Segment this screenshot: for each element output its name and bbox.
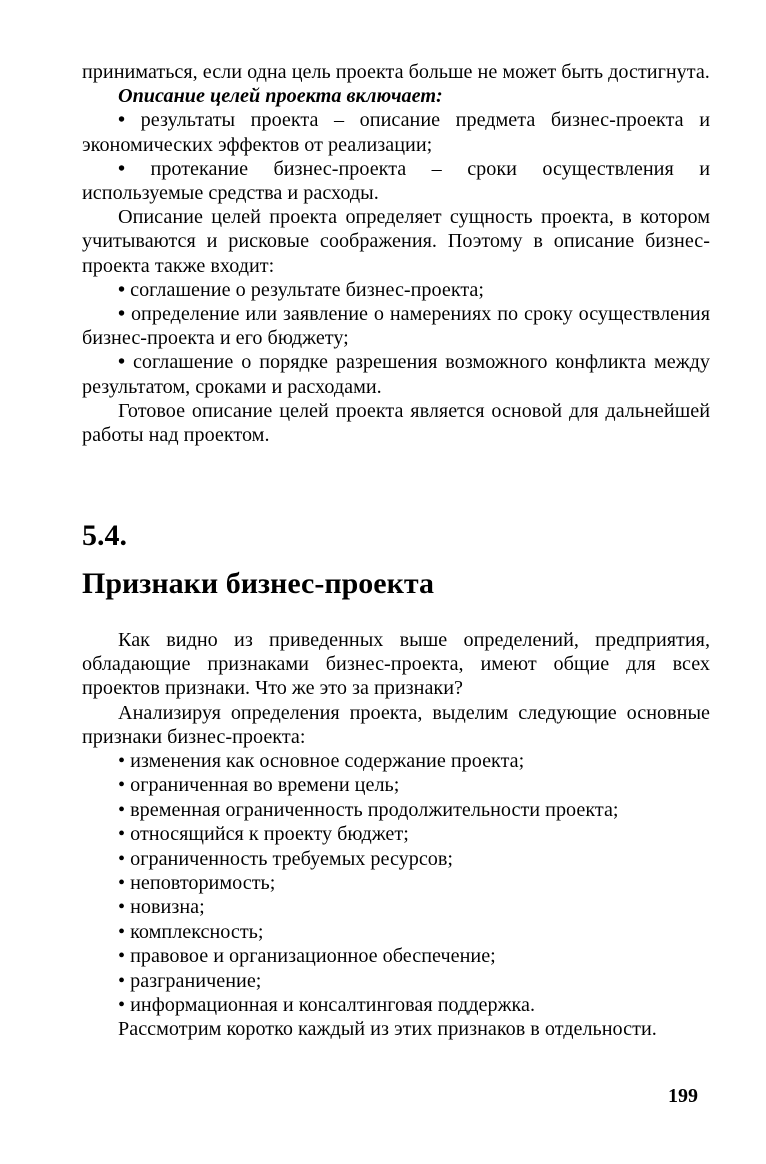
bullet-icon: • xyxy=(118,994,126,1017)
bullet-icon: • xyxy=(118,969,126,992)
bullet-progress: • протекание бизнес-проекта – сроки осуществления и используемые средства и расходы. xyxy=(82,157,711,205)
list-item: • неповторимость; xyxy=(118,872,276,895)
paragraph-goals-essence: Описание целей проекта определяет сущность проекта, в котором учитываются и рисковые соображения. Поэтому в описание бизнес-проекта также входит: xyxy=(82,206,710,277)
list-item: • информационная и консалтинговая поддержка. xyxy=(118,994,536,1017)
bullet-conflict-resolution: • соглашение о порядке разрешения возможного конфликта между результатом, сроками и расходами. xyxy=(82,351,711,398)
bullet-intentions: • определение или заявление о намерениях по сроку осуществления бизнес-проекта и его бюджету; xyxy=(82,303,710,350)
bullet-icon: • xyxy=(118,872,126,895)
list-item: • ограниченная во времени цель; xyxy=(118,774,400,797)
bullet-icon: • xyxy=(118,896,126,919)
bullet-icon: • xyxy=(118,798,126,821)
bullet-icon: • xyxy=(118,750,126,773)
goals-description-heading: Описание целей проекта включает: xyxy=(118,85,443,108)
upper-text-block xyxy=(82,60,710,447)
bullet-icon: • xyxy=(118,920,126,943)
bullet-icon: • xyxy=(118,945,126,968)
bullet-icon: • xyxy=(118,351,126,374)
list-item: • ограниченность требуемых ресурсов; xyxy=(118,847,454,870)
list-item: • комплексность; xyxy=(118,920,264,943)
bullet-icon: • xyxy=(118,109,126,132)
paragraph-intro-features: Как видно из приведенных выше определений, предприятия, обладающие признаками бизнес-проекта, имеют общие для всех проектов признаки. Что же это за признаки? xyxy=(82,629,710,700)
page-number: 199 xyxy=(668,1085,698,1107)
paragraph-conclusion: Рассмотрим коротко каждый из этих признаков в отдельности. xyxy=(118,1018,657,1041)
list-item: • изменения как основное содержание проекта; xyxy=(118,750,525,773)
list-item: • новизна; xyxy=(118,896,205,919)
section-title: Признаки бизнес-проекта xyxy=(82,567,435,600)
bullet-icon: • xyxy=(118,774,126,797)
paragraph-ready-description: Готовое описание целей проекта является основой для дальнейшей работы над проектом. xyxy=(82,399,710,447)
bullet-icon: • xyxy=(118,303,126,326)
paragraph-analysis: Анализируя определения проекта, выделим следующие основные признаки бизнес-проекта: xyxy=(82,701,710,748)
paragraph-continuation: приниматься, если одна цель проекта больше не может быть достигнута. xyxy=(82,61,710,83)
bullet-icon: • xyxy=(118,157,126,180)
section-number: 5.4. xyxy=(82,519,127,552)
bullet-agreement-result: • соглашение о результате бизнес-проекта; xyxy=(118,278,485,301)
list-item: • относящийся к проекту бюджет; xyxy=(118,823,409,846)
list-item: • разграничение; xyxy=(118,969,262,992)
list-item: • временная ограниченность продолжительности проекта; xyxy=(118,798,619,821)
bullet-results: • результаты проекта – описание предмета бизнес-проекта и экономических эффектов от реализации; xyxy=(82,109,710,156)
features-list xyxy=(82,749,710,1017)
list-item: • правовое и организационное обеспечение; xyxy=(118,945,496,968)
bullet-icon: • xyxy=(118,278,126,301)
bullet-icon: • xyxy=(118,847,126,870)
bullet-icon: • xyxy=(118,823,126,846)
lower-text-block xyxy=(82,628,710,1042)
